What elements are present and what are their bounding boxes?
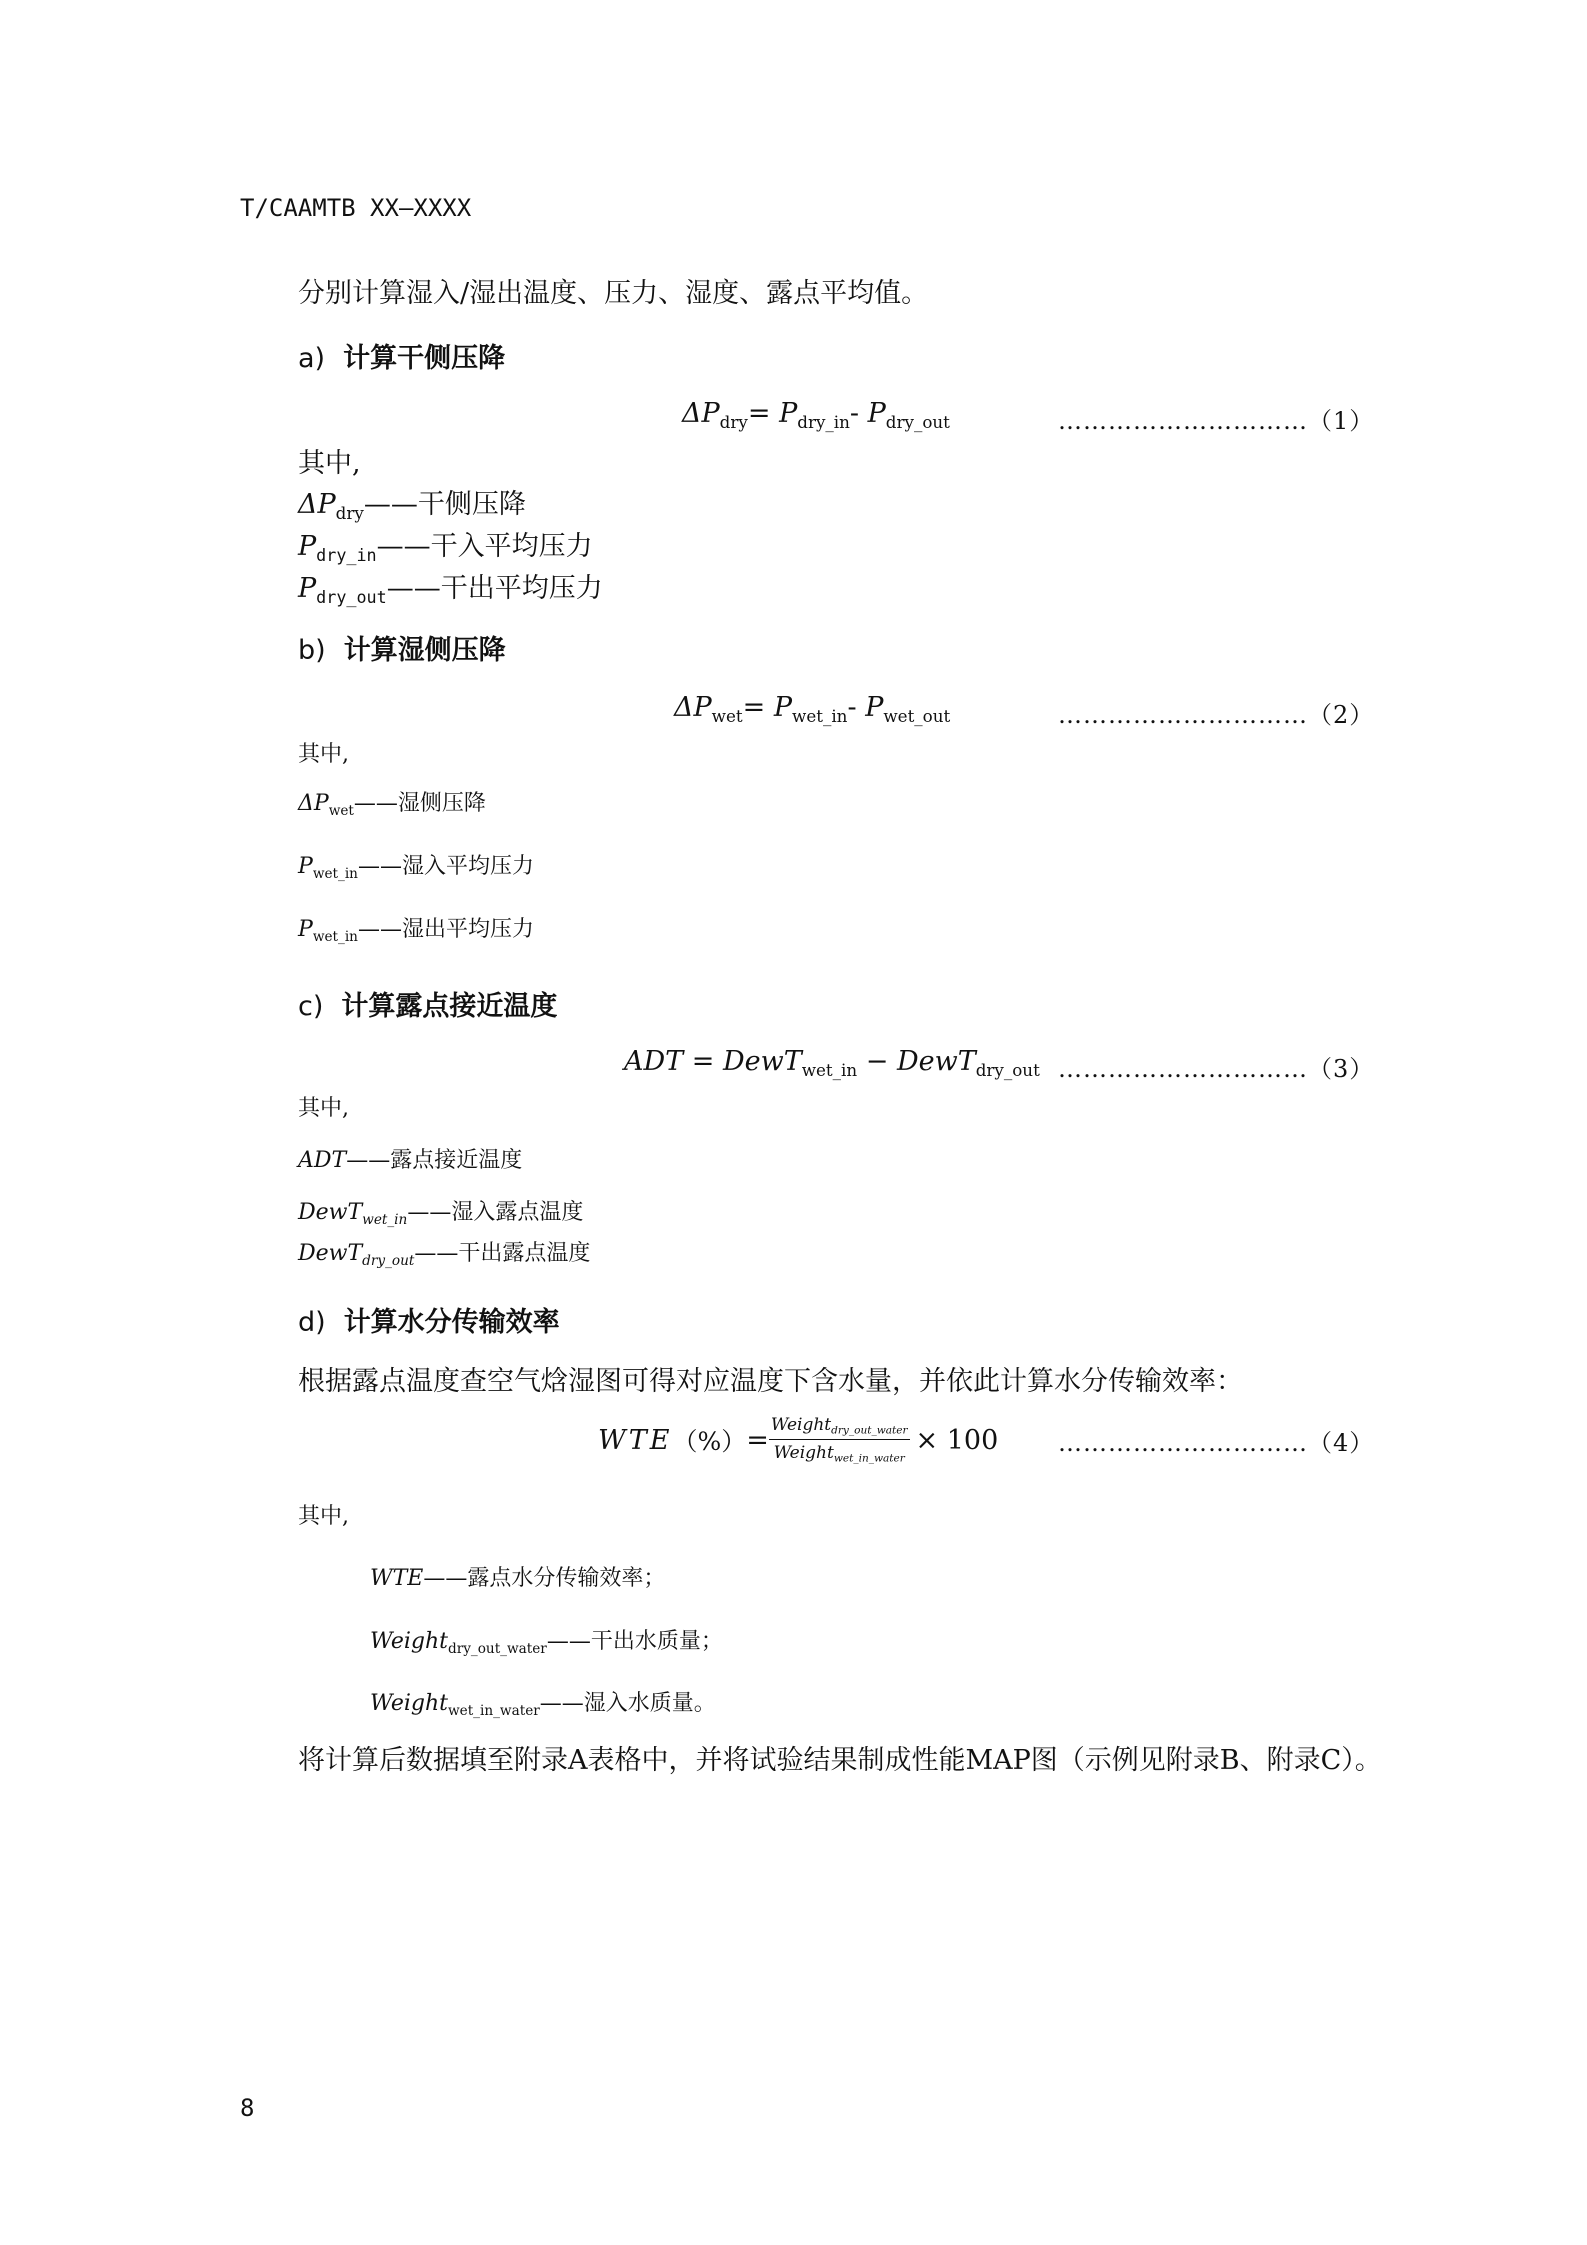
formula-1-lhs-sub: dry — [719, 411, 748, 432]
section-a-where: 其中, — [298, 448, 361, 479]
section-c-heading — [298, 984, 557, 1023]
formula-2-lhs: ΔP — [674, 692, 712, 723]
formula-2-lhs-sub: wet — [711, 705, 743, 726]
section-c-where: 其中, — [298, 1096, 349, 1121]
section-c-def-2: DewT$_{wet\_in}$——湿入露点温度 — [298, 1200, 584, 1228]
equation-number-4: …………………………（4） — [1058, 1429, 1375, 1457]
formula-1-term2-sub: dry_out — [885, 411, 950, 432]
section-d-def-1: WTE——露点水分传输效率； — [370, 1566, 666, 1591]
section-a-def-1: $\Delta P_{dry}——$干侧压降 — [298, 489, 526, 523]
formula-2-eq: = — [742, 692, 774, 723]
formula-3-term2: DewT — [896, 1046, 976, 1077]
section-c-def-1: ADT——露点接近温度 — [298, 1148, 523, 1173]
closing-paragraph: 将计算后数据填至附录A表格中，并将试验结果制成性能MAP图（示例见附录B、附录C）。 — [298, 1745, 1382, 1776]
formula-4-times: × 100 — [915, 1424, 999, 1456]
section-b-label: b) — [298, 635, 326, 666]
section-d-title: 计算水分传输效率 — [343, 1307, 560, 1338]
section-a-label: a) — [298, 343, 326, 374]
formula-4-numerator: Weight$_{dry\_out\_water}$ — [769, 1415, 910, 1440]
intro-paragraph: 分别计算湿入/湿出温度、压力、湿度、露点平均值。 — [298, 278, 929, 309]
section-b-def-1: $\Delta P_{wet}——$湿侧压降 — [298, 791, 486, 819]
section-c-title: 计算露点接近温度 — [341, 991, 558, 1022]
section-d-heading — [298, 1300, 560, 1339]
section-a-def-3: $P_{dry\_out}——$干出平均压力 — [298, 573, 603, 607]
section-b-def-3: $P_{wet\_in}——$湿出平均压力 — [298, 917, 534, 945]
equation-number-1: …………………………（1） — [1058, 407, 1375, 435]
section-d-label: d) — [298, 1307, 326, 1338]
formula-4 — [598, 1410, 998, 1470]
formula-2-term1-sub: wet_in — [792, 705, 848, 726]
formula-4-denominator: Weight$_{wet\_in\_water}$ — [773, 1443, 905, 1465]
section-a-title: 计算干侧压降 — [343, 343, 506, 374]
formula-4-percent: （%） — [672, 1427, 747, 1456]
formula-3-op: − — [857, 1046, 897, 1077]
formula-4-lhs: WTE — [598, 1424, 673, 1456]
section-a-def-2: $P_{dry\_in}——$干入平均压力 — [298, 531, 593, 565]
formula-4-eq: = — [746, 1424, 769, 1456]
formula-2-term2-sub: wet_out — [883, 705, 951, 726]
formula-1 — [682, 398, 950, 432]
formula-3-term2-sub: dry_out — [975, 1059, 1040, 1080]
section-d-def-2: Weight$_{dry\_out\_water}$——干出水质量； — [370, 1629, 723, 1657]
formula-3-term1: DewT — [722, 1046, 802, 1077]
formula-3-lhs: ADT — [624, 1046, 684, 1077]
formula-1-term1: P — [779, 398, 798, 429]
section-b-heading — [298, 628, 506, 667]
formula-3 — [624, 1046, 1040, 1080]
formula-3-term1-sub: wet_in — [801, 1059, 858, 1080]
formula-3-eq: = — [683, 1046, 723, 1077]
section-d-where: 其中, — [298, 1504, 349, 1529]
formula-2-term1: P — [773, 692, 793, 723]
section-a-heading — [298, 336, 505, 375]
document-code: T/CAAMTB XX—XXXX — [240, 194, 472, 222]
formula-2-op: - — [847, 692, 866, 723]
equation-number-3: …………………………（3） — [1058, 1055, 1375, 1083]
formula-1-term2: P — [867, 398, 886, 429]
section-c-label: c) — [298, 991, 324, 1022]
formula-1-eq: = — [747, 398, 780, 429]
section-b-title: 计算湿侧压降 — [343, 635, 506, 666]
formula-4-fraction — [769, 1415, 910, 1464]
formula-1-term1-sub: dry_in — [797, 411, 850, 432]
section-d-intro: 根据露点温度查空气焓湿图可得对应温度下含水量，并依此计算水分传输效率： — [298, 1366, 1243, 1397]
page-number: 8 — [240, 2094, 255, 2122]
equation-number-2: …………………………（2） — [1058, 701, 1375, 729]
section-b-where: 其中, — [298, 742, 349, 767]
section-b-def-2: $P_{wet\_in}——$湿入平均压力 — [298, 854, 534, 882]
formula-1-op: - — [849, 398, 868, 429]
formula-1-lhs: ΔP — [682, 398, 720, 429]
section-c-def-3: DewT$_{dry\_out}$——干出露点温度 — [298, 1241, 591, 1269]
section-d-def-3: Weight$_{wet\_in\_water}$——湿入水质量。 — [370, 1691, 716, 1719]
formula-2 — [674, 692, 950, 726]
formula-2-term2: P — [865, 692, 884, 723]
